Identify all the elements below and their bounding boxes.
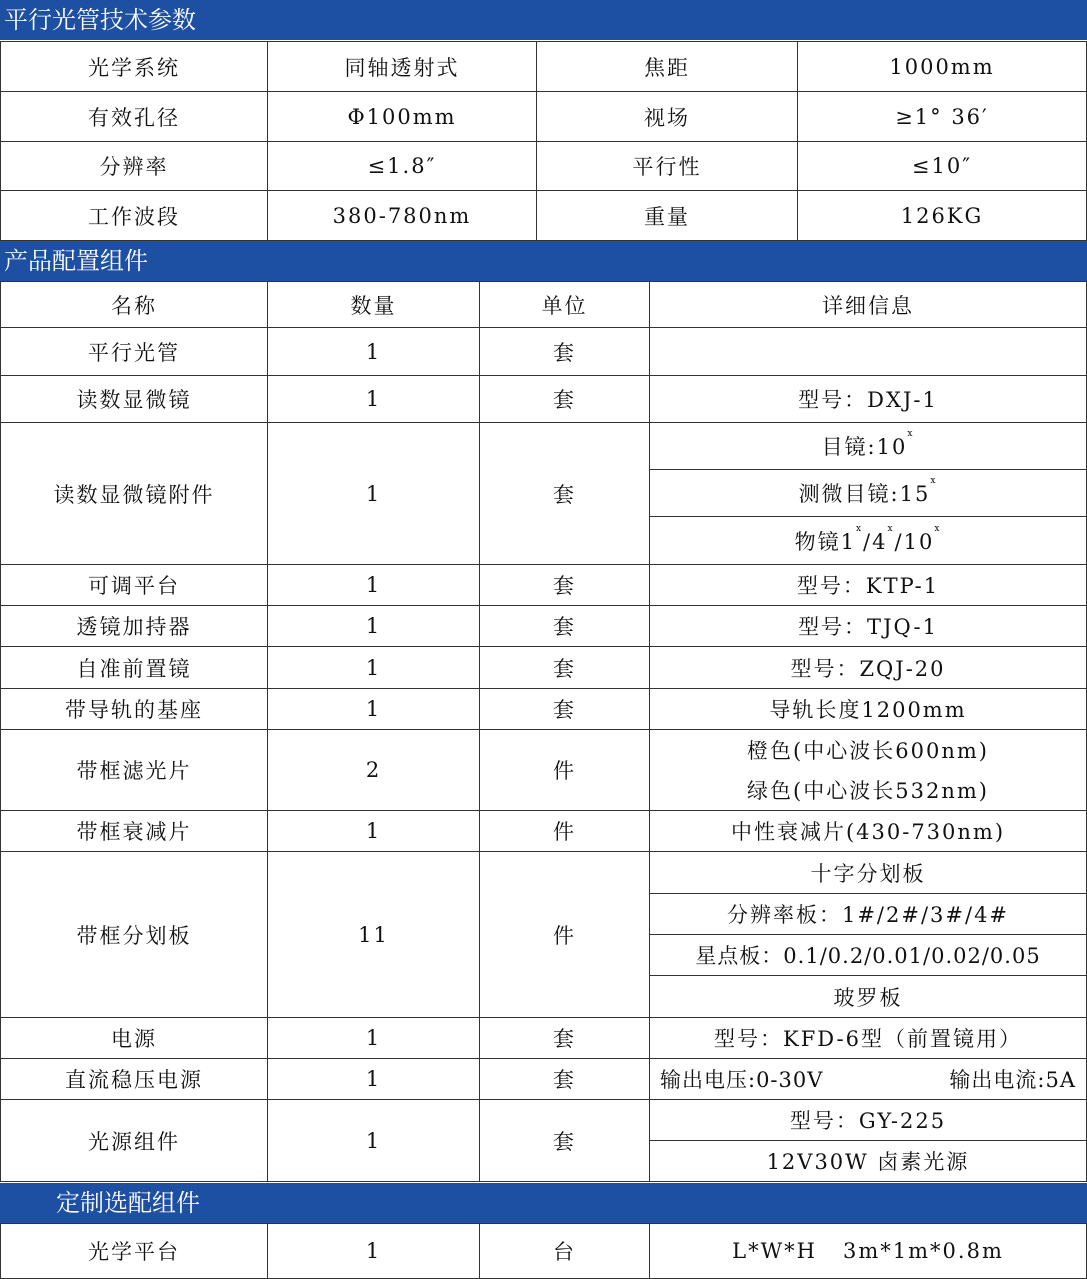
spec-value: ≤10″ [798,142,1087,191]
item-qty: 1 [268,689,480,730]
item-detail: 十字分划板 [650,852,1087,894]
item-qty: 1 [268,328,480,376]
item-unit: 套 [480,565,650,606]
item-name: 带框滤光片 [1,730,268,811]
table-row [1,730,1087,770]
magnification-mark: x [887,523,895,534]
detail-text: /10 [894,529,935,554]
item-qty: 1 [268,647,480,689]
table-row [1,1059,1087,1100]
table-row [1,852,1087,894]
item-detail [650,423,1087,470]
table-row [1,142,1087,191]
item-detail: 型号：ZQJ-20 [650,647,1087,689]
item-unit: 套 [480,328,650,376]
item-name: 直流稳压电源 [1,1059,268,1100]
table-row [1,92,1087,142]
item-unit: 件 [480,730,650,811]
item-qty: 11 [268,852,480,1018]
column-header: 名称 [1,282,268,328]
item-detail: 型号：DXJ-1 [650,376,1087,423]
item-name: 透镜加持器 [1,606,268,647]
item-unit: 套 [480,376,650,423]
item-qty: 1 [268,423,480,565]
table-header-row [1,282,1087,328]
table-row [1,42,1087,92]
current-text: 输出电流:5A [949,1068,1076,1092]
item-unit: 套 [480,1018,650,1059]
item-qty: 1 [268,1100,480,1182]
item-unit: 套 [480,1100,650,1182]
voltage-text: 输出电压:0-30V [660,1068,824,1092]
item-unit: 套 [480,606,650,647]
item-name: 平行光管 [1,328,268,376]
table-row [1,328,1087,376]
item-name: 带框衰减片 [1,811,268,852]
magnification-mark: x [855,523,864,534]
item-detail: 型号：GY-225 [650,1100,1087,1141]
item-qty: 1 [268,565,480,606]
item-qty: 1 [268,376,480,423]
table-row [1,1018,1087,1059]
spec-label: 有效孔径 [1,92,268,142]
table-row [1,1224,1087,1279]
item-detail: 型号：KFD-6型（前置镜用） [650,1018,1087,1059]
item-detail [650,1059,1087,1100]
item-detail: 星点板：0.1/0.2/0.01/0.02/0.05 [650,935,1087,976]
item-name: 自准前置镜 [1,647,268,689]
item-detail: 型号：KTP-1 [650,565,1087,606]
spec-label: 平行性 [537,142,798,191]
item-unit: 套 [480,689,650,730]
spec-value: 同轴透射式 [268,42,537,92]
item-name: 电源 [1,1018,268,1059]
item-qty: 1 [268,606,480,647]
spec-label: 重量 [537,191,798,241]
spec-value: ≥1° 36′ [798,92,1087,142]
item-name: 带框分划板 [1,852,268,1018]
spec-label: 视场 [537,92,798,142]
magnification-mark: x [934,523,942,534]
item-unit: 件 [480,852,650,1018]
spec-label: 工作波段 [1,191,268,241]
spec-label: 分辨率 [1,142,268,191]
section-header-config: 产品配置组件 [0,241,1087,281]
detail-text: 物镜1 [794,529,856,554]
item-detail: 分辨率板：1#/2#/3#/4# [650,894,1087,935]
item-detail: 导轨长度1200mm [650,689,1087,730]
item-detail [650,517,1087,565]
item-unit: 台 [480,1224,650,1279]
column-header: 单位 [480,282,650,328]
table-row [1,376,1087,423]
item-detail: 12V30W 卤素光源 [650,1141,1087,1182]
section-header-custom: 定制选配组件 [0,1183,1087,1223]
item-detail: 橙色(中心波长600nm) [650,730,1087,770]
item-qty: 1 [268,811,480,852]
item-qty: 1 [268,1018,480,1059]
spec-label: 焦距 [537,42,798,92]
table-row [1,811,1087,852]
item-unit: 套 [480,423,650,565]
detail-text: 测微目镜:15 [798,482,931,506]
table-row [1,689,1087,730]
item-unit: 件 [480,811,650,852]
item-detail: 中性衰减片(430-730nm) [650,811,1087,852]
detail-text: /4 [863,529,888,554]
item-detail: 型号：TJQ-1 [650,606,1087,647]
table-row [1,423,1087,470]
magnification-mark: x [907,429,915,439]
item-detail [650,470,1087,517]
item-unit: 套 [480,1059,650,1100]
item-qty: 1 [268,1059,480,1100]
custom-table [0,1223,1087,1279]
item-qty: 2 [268,730,480,811]
item-qty: 1 [268,1224,480,1279]
config-table [0,281,1087,1182]
item-detail: L*W*H 3m*1m*0.8m [650,1224,1087,1279]
spec-value: Φ100mm [268,92,537,142]
table-row [1,606,1087,647]
column-header: 详细信息 [650,282,1087,328]
table-row [1,191,1087,241]
table-row [1,1100,1087,1141]
table-row [1,647,1087,689]
tech-spec-table [0,41,1087,241]
item-detail: 玻罗板 [650,976,1087,1018]
detail-text: 目镜:10 [821,435,908,459]
spec-value: 1000mm [798,42,1087,92]
item-name: 光学平台 [1,1224,268,1279]
column-header: 数量 [268,282,480,328]
spec-value: ≤1.8″ [268,142,537,191]
section-header-tech: 平行光管技术参数 [0,0,1087,40]
item-name: 读数显微镜附件 [1,423,268,565]
spec-value: 126KG [798,191,1087,241]
item-unit: 套 [480,647,650,689]
spec-value: 380-780nm [268,191,537,241]
magnification-mark: x [930,476,938,486]
table-row [1,565,1087,606]
spec-label: 光学系统 [1,42,268,92]
item-name: 可调平台 [1,565,268,606]
item-detail [650,328,1087,376]
item-name: 读数显微镜 [1,376,268,423]
item-name: 光源组件 [1,1100,268,1182]
item-name: 带导轨的基座 [1,689,268,730]
item-detail: 绿色(中心波长532nm) [650,770,1087,811]
